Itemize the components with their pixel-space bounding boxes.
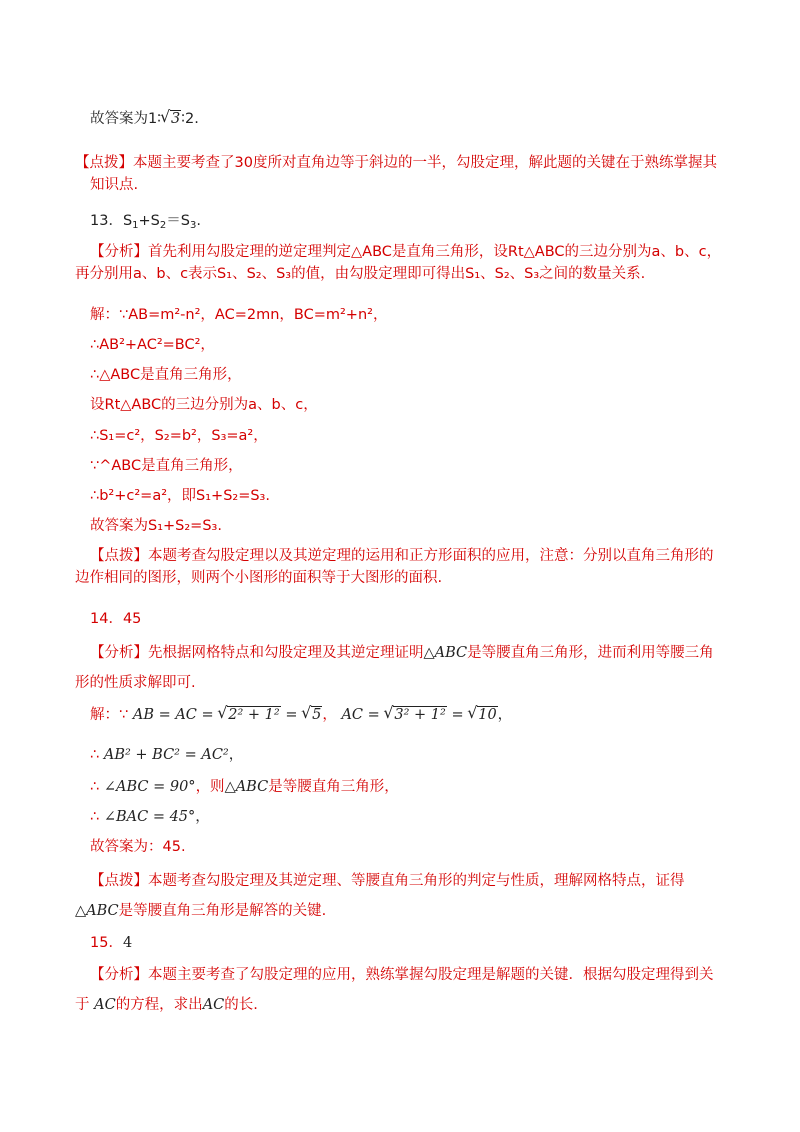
sqrt-2 [302,704,322,726]
line-end: ， [195,809,210,825]
sep: ， [322,707,337,723]
angle-abc: ∠ABC = 90° [103,779,196,795]
analysis-15-mid: 的方程，求出 [115,997,203,1013]
solution-14-line-5 [90,836,750,858]
equation-ab [133,707,323,723]
q15-value: 4 [122,935,133,951]
analysis-14-pre: 【分析】先根据网格特点和勾股定理及其逆定理证明 [90,645,424,661]
sqrt-radicand: 3 [171,111,181,127]
s13-1: 解：∵AB=m²-n²，AC=2mn，BC=m²+n²， [90,307,388,323]
q13-sub1: 1 [132,220,139,231]
eq1-lhs: AB = AC = [132,707,219,723]
tip-12-text: 【点拨】本题主要考查了30度所对直角边等于斜边的一半，勾股定理，解此题的关键在于熟练掌握其知识点. [75,155,717,193]
pythagorean-eq: AB² + BC² = AC² [103,747,229,763]
therefore-symbol: ∴ [90,747,100,763]
solution-13-line-8 [90,515,750,537]
eq1-eq: = [280,707,303,723]
eq-end: ， [497,707,513,723]
therefore-symbol: ∴ [90,809,100,825]
tip-14-pre: 【点拨】本题考查勾股定理及其逆定理、等腰直角三角形的判定与性质，理解网格特点，证得 [90,873,685,889]
analysis-14 [75,638,725,698]
isosceles-text: 是等腰直角三角形， [268,779,399,795]
line-end: ， [228,747,244,763]
s14-5: 故答案为：45. [90,839,186,855]
sqrt-expression [161,108,181,130]
sqrt-1 [218,704,280,726]
question-15-answer [90,932,750,954]
triangle-abc: △ABC [423,645,468,661]
question-13-answer [90,210,750,237]
analysis-13 [75,241,725,285]
angle-bac: ∠BAC = 45° [103,809,196,825]
solution-13-line-6 [90,455,750,477]
analysis-13-text: 【分析】首先利用勾股定理的逆定理判定△ABC是直角三角形，设Rt△ABC的三边分别为a、b、c，再分别用a、b、c表示S₁、S₂、S₃的值，由勾股定理即可得出S₁、S₂、S₃之间的数量关系. [75,244,722,282]
solution-14-line-4 [90,806,750,828]
analysis-15 [75,960,725,1020]
s13-8: 故答案为S₁+S₂=S₃. [90,518,222,534]
q14-label: 14．45 [90,611,142,627]
q13-label: 13．S [90,213,133,229]
q13-sub2: 2 [159,220,167,231]
solution-13-line-3 [90,364,750,386]
then-text: ，则 [195,779,225,795]
s13-4: 设Rt△ABC的三边分别为a、b、c， [90,397,318,413]
sqrt-1-radicand: 2² + 1² [228,707,280,723]
analysis-15-text: 【分析】本题主要考查了勾股定理的应用，熟练掌握勾股定理是解题的关键．根据勾股定理得到关于 [75,967,714,1013]
because-symbol: ∵ [119,707,129,723]
sqrt-2-radicand: 5 [312,707,322,723]
solution-14-line-3 [90,776,750,798]
eq2-lhs: AC = [341,707,385,723]
solution-13-line-2 [90,334,750,356]
tip-14-post: 是等腰直角三角形是解答的关键. [118,903,327,919]
s14-solve: 解： [90,707,119,723]
solution-13-line-7 [90,485,750,507]
analysis-15-end: 的长. [224,997,258,1013]
tip-13-text: 【点拨】本题考查勾股定理以及其逆定理的运用和正方形面积的应用，注意：分别以直角三角形的边作相同的图形，则两个小图形的面积等于大图形的面积. [75,548,714,586]
solution-13-line-1 [90,304,750,326]
tip-12 [75,152,730,196]
q13-end: . [196,213,201,229]
sqrt-3-radicand: 3² + 1² [394,707,446,723]
sqrt-4-radicand: 10 [478,707,497,723]
answer-text: 故答案为1∶ [90,111,161,127]
tip-13 [75,545,725,589]
analysis-14-post: 是等腰直角三角形，进而利用等腰三角形的性质求解即可. [75,645,714,691]
ac-var: AC [94,997,116,1013]
answer-text-end: ∶2. [181,111,199,127]
sqrt-3 [384,704,446,726]
solution-14-line-2 [90,744,750,766]
solution-13-line-4 [90,394,750,416]
equation-ac [341,707,497,723]
triangle-abc: △ABC [75,903,119,919]
s13-5: ∴S₁=c²，S₂=b²，S₃=a²， [90,428,268,444]
sqrt-4 [468,704,497,726]
s13-2: ∴AB²+AC²=BC²， [90,337,215,353]
solution-13-line-5 [90,425,750,447]
therefore-symbol: ∴ [90,779,100,795]
q13-sub3: 3 [189,220,197,231]
question-14-answer [90,608,750,630]
ac-var: AC [202,997,225,1013]
q13-plus: +S [138,213,160,229]
s13-3: ∴△ABC是直角三角形， [90,367,242,383]
tip-14 [75,866,725,926]
triangle-abc: △ABC [224,779,269,795]
s13-7: ∴b²+c²=a²，即S₁+S₂=S₃. [90,488,270,504]
answer-line-12 [90,108,750,130]
solution-14-line-1 [90,704,750,726]
q15-label: 15． [90,935,123,951]
eq2-eq: = [446,707,469,723]
q13-eq: ＝S [166,213,190,229]
s13-6: ∵^ABC是直角三角形， [90,458,243,474]
